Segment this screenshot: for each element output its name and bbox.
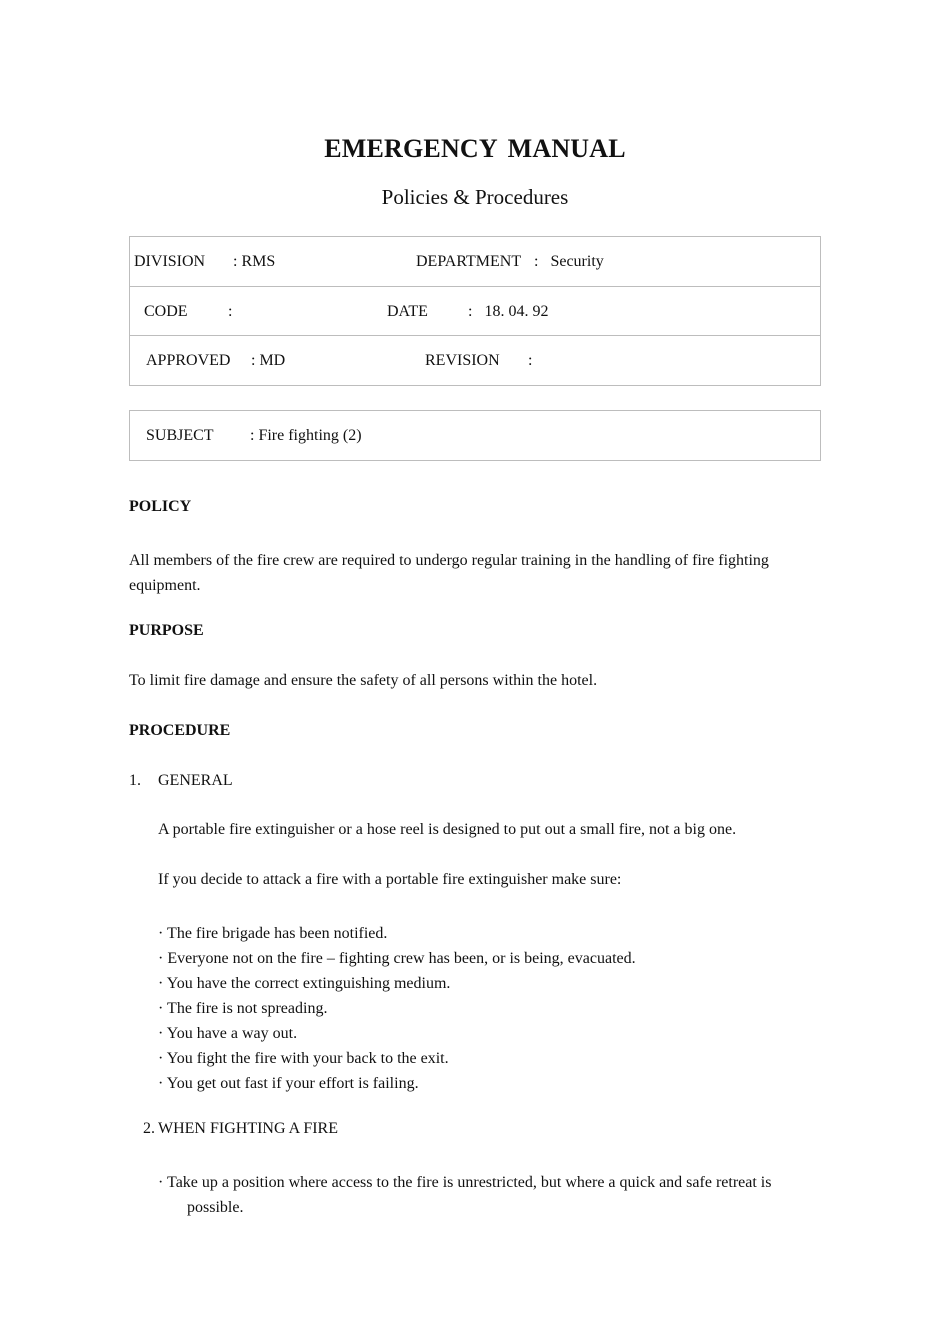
division-value: : RMS bbox=[233, 253, 276, 270]
date-label: DATE bbox=[387, 303, 428, 320]
policy-text: All members of the fire crew are required to undergo regular training in the handling of fire fighting equipment. bbox=[129, 552, 769, 594]
purpose-text: To limit fire damage and ensure the safety of all persons within the hotel. bbox=[129, 672, 598, 689]
revision-value: : bbox=[528, 352, 533, 369]
list-item: · You have a way out. bbox=[158, 1025, 298, 1042]
section1-title: GENERAL bbox=[158, 772, 233, 789]
subject-label: SUBJECT bbox=[146, 427, 214, 444]
info-row-code bbox=[130, 286, 820, 336]
policy-heading: POLICY bbox=[129, 498, 192, 515]
department-value: : Security bbox=[534, 253, 604, 270]
list-item: · The fire brigade has been notified. bbox=[158, 925, 388, 942]
list-item: · You have the correct extinguishing medium. bbox=[158, 975, 451, 992]
list-item: · Everyone not on the fire – fighting crew has been, or is being, evacuated. bbox=[158, 950, 636, 967]
approved-label: APPROVED bbox=[146, 352, 231, 369]
section2-title: WHEN FIGHTING A FIRE bbox=[158, 1120, 338, 1137]
code-value: : bbox=[228, 303, 233, 320]
document-subtitle: Policies & Procedures bbox=[381, 185, 569, 209]
document-title: EMERGENCY MANUAL bbox=[324, 134, 626, 163]
subject-box bbox=[129, 410, 821, 461]
section2-number: 2. bbox=[143, 1120, 155, 1137]
date-value: : 18. 04. 92 bbox=[468, 303, 549, 320]
info-table bbox=[129, 236, 821, 386]
list-item: · The fire is not spreading. bbox=[158, 1000, 328, 1017]
list-item: · You fight the fire with your back to the exit. bbox=[158, 1050, 449, 1067]
section1-number: 1. bbox=[129, 772, 141, 789]
code-label: CODE bbox=[144, 303, 188, 320]
purpose-heading: PURPOSE bbox=[129, 622, 204, 639]
section1-para1: A portable fire extinguisher or a hose reel is designed to put out a small fire, not a big one. bbox=[158, 821, 737, 838]
revision-label: REVISION bbox=[425, 352, 500, 369]
subject-value: : Fire fighting (2) bbox=[250, 427, 362, 444]
procedure-heading: PROCEDURE bbox=[129, 722, 231, 739]
section2-bullet1: · Take up a position where access to the fire is unrestricted, but where a quick and safe retreat is possible. bbox=[158, 1174, 772, 1216]
info-row-approved bbox=[130, 335, 820, 385]
section1-bullet-list bbox=[158, 921, 636, 1096]
section1-para2: If you decide to attack a fire with a portable fire extinguisher make sure: bbox=[158, 871, 622, 888]
list-item: · You get out fast if your effort is failing. bbox=[158, 1075, 419, 1092]
department-label: DEPARTMENT bbox=[416, 253, 522, 270]
info-row-division bbox=[130, 237, 820, 287]
approved-value: : MD bbox=[251, 352, 286, 369]
division-label: DIVISION bbox=[134, 253, 206, 270]
